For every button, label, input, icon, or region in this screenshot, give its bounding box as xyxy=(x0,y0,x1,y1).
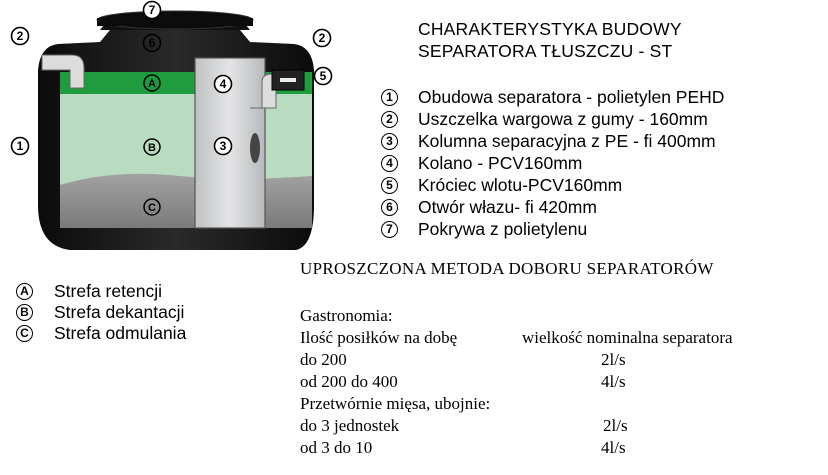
marker-5 xyxy=(315,68,332,85)
svg-text:7: 7 xyxy=(148,3,156,17)
svg-text:6: 6 xyxy=(148,36,156,50)
svg-text:B: B xyxy=(148,142,156,154)
svg-text:2: 2 xyxy=(16,29,24,43)
separator-diagram xyxy=(0,0,380,262)
table-cell-label: Przetwórnie mięsa, ubojnie: xyxy=(300,394,491,413)
part-number-badge: 1 xyxy=(381,89,398,106)
svg-text:A: A xyxy=(148,78,156,90)
part-number-badge: 7 xyxy=(381,221,398,238)
svg-text:5: 5 xyxy=(319,69,327,83)
part-description: Uszczelka wargowa z gumy - 160mm xyxy=(418,109,708,129)
table-cell-label: od 200 do 400 xyxy=(300,372,398,391)
table-cell-label: do 3 jednostek xyxy=(300,416,400,435)
part-number-badge: 3 xyxy=(381,133,398,150)
table-cell-value: 2l/s xyxy=(601,350,626,369)
zone-c-area xyxy=(60,174,312,228)
table-cell-label: Gastronomia: xyxy=(300,306,393,325)
part-number-badge: 6 xyxy=(381,199,398,216)
svg-text:C: C xyxy=(148,202,156,214)
zone-letter-badge: B xyxy=(16,304,33,321)
construction-heading xyxy=(418,18,682,62)
table-cell-value: wielkość nominalna separatora xyxy=(522,328,733,347)
marker-2-left xyxy=(12,28,29,45)
svg-text:2: 2 xyxy=(318,31,326,45)
table-cell-label: do 200 xyxy=(300,350,347,369)
part-number-badge: 5 xyxy=(381,177,398,194)
heading-line-1: CHARAKTERYSTYKA BUDOWY xyxy=(418,19,682,39)
table-cell-value: 2l/s xyxy=(603,416,628,435)
selection-method-title: UPROSZCZONA METODA DOBORU SEPARATORÓW xyxy=(300,259,714,278)
marker-3 xyxy=(215,138,232,155)
part-description: Kolumna separacyjna z PE - fi 400mm xyxy=(418,131,716,151)
marker-7 xyxy=(144,2,161,19)
column-opening xyxy=(250,133,260,163)
svg-text:3: 3 xyxy=(219,139,227,153)
heading-line-2: SEPARATORA TŁUSZCZU - ST xyxy=(418,41,673,61)
table-cell-label: Ilość posiłków na dobę xyxy=(300,328,458,347)
table-cell-value: 4l/s xyxy=(601,372,626,391)
zone-description: Strefa dekantacji xyxy=(54,302,185,322)
zone-letter-badge: A xyxy=(16,283,33,300)
marker-2-right xyxy=(314,30,331,47)
part-description: Pokrywa z polietylenu xyxy=(418,219,588,239)
table-cell-value: 4l/s xyxy=(601,438,626,457)
part-description: Króciec wlotu-PCV160mm xyxy=(418,175,623,195)
marker-4 xyxy=(215,76,232,93)
zone-letter-badge: C xyxy=(16,325,33,342)
svg-text:1: 1 xyxy=(16,139,24,153)
zone-description: Strefa odmulania xyxy=(54,323,187,343)
part-description: Otwór włazu- fi 420mm xyxy=(418,197,597,217)
part-number-badge: 2 xyxy=(381,111,398,128)
svg-text:4: 4 xyxy=(219,77,227,91)
part-description: Kolano - PCV160mm xyxy=(418,153,583,173)
part-description: Obudowa separatora - polietylen PEHD xyxy=(418,87,725,107)
marker-1 xyxy=(12,138,29,155)
zone-description: Strefa retencji xyxy=(54,281,162,301)
table-cell-label: od 3 do 10 xyxy=(300,438,373,457)
part-number-badge: 4 xyxy=(381,155,398,172)
